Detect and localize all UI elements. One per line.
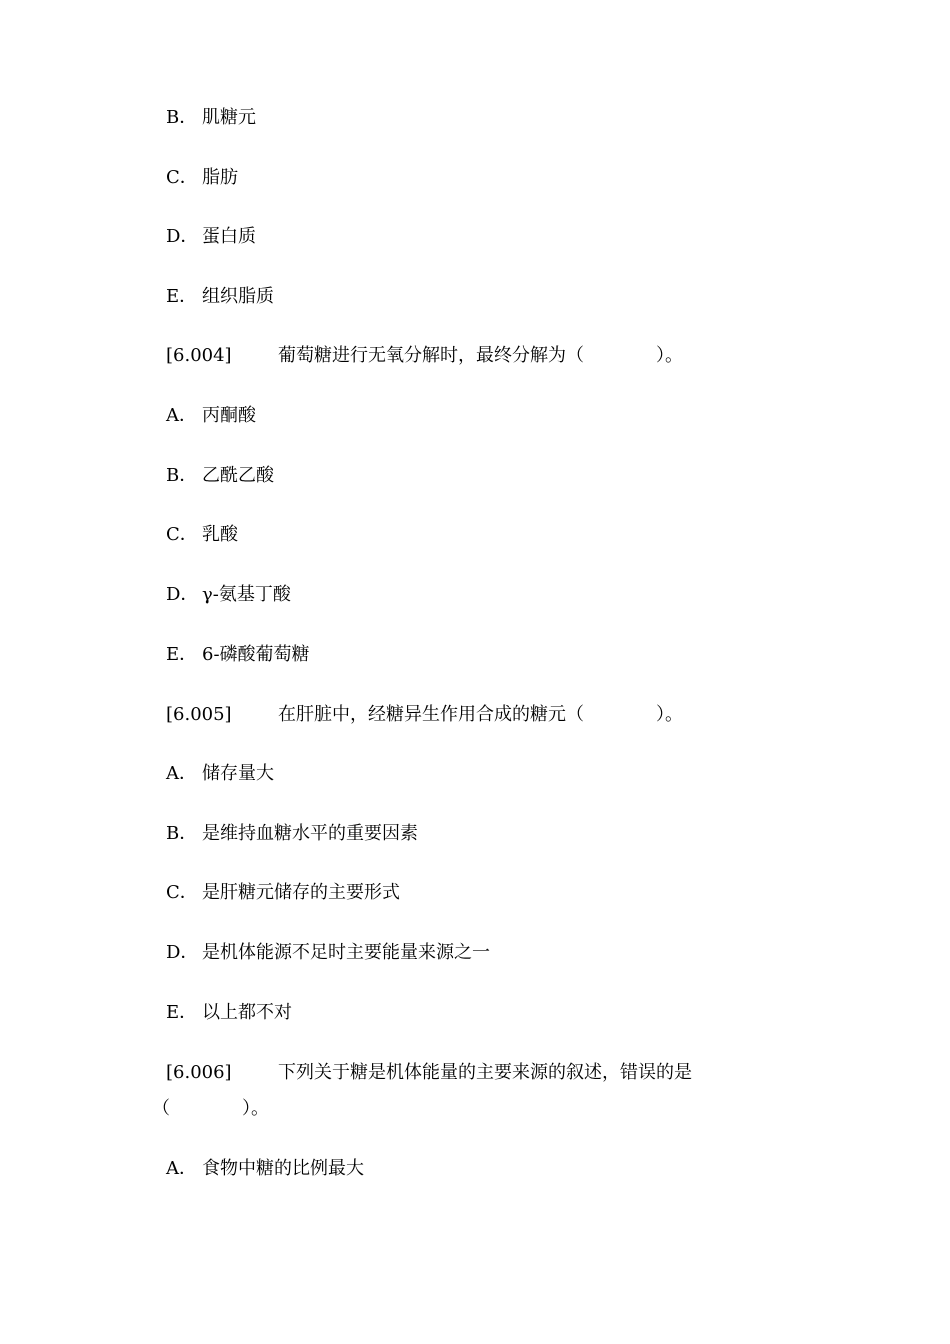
option-d <box>166 583 291 607</box>
option-letter: A． <box>166 763 197 784</box>
option-text: 储存量大 <box>202 763 274 784</box>
option-letter: D． <box>166 226 199 247</box>
option-letter: B． <box>166 107 198 128</box>
option-letter: E． <box>166 1002 198 1023</box>
question-number: [6.006] <box>166 1062 232 1083</box>
option-text: 是肝糖元储存的主要形式 <box>202 882 400 903</box>
option-a <box>166 762 274 786</box>
question-text-continuation: （ ）。 <box>152 1098 269 1119</box>
option-letter: E． <box>166 286 198 307</box>
option-text: 脂肪 <box>202 167 238 188</box>
option-text: 6-磷酸葡萄糖 <box>202 644 310 665</box>
option-text: 蛋白质 <box>202 226 256 247</box>
option-letter: D． <box>166 584 199 605</box>
option-letter: D． <box>166 942 199 963</box>
option-text: 丙酮酸 <box>202 405 256 426</box>
option-b <box>166 464 274 488</box>
option-letter: E． <box>166 644 198 665</box>
option-letter: C． <box>166 167 198 188</box>
option-text: 是维持血糖水平的重要因素 <box>202 823 418 844</box>
question-text: 在肝脏中，经糖异生作用合成的糖元（ ）。 <box>278 704 683 725</box>
option-d <box>166 225 256 249</box>
option-letter: A． <box>166 405 197 426</box>
question-number: [6.005] <box>166 704 232 725</box>
option-text: 乙酰乙酸 <box>202 465 274 486</box>
option-letter: A． <box>166 1158 197 1179</box>
option-letter: C． <box>166 524 198 545</box>
question-6-004 <box>166 344 683 368</box>
option-letter: B． <box>166 465 198 486</box>
option-a <box>166 404 256 428</box>
question-number: [6.004] <box>166 345 232 366</box>
option-b <box>166 106 256 130</box>
option-a <box>166 1157 364 1181</box>
option-text: 组织脂质 <box>202 286 274 307</box>
option-e <box>166 643 310 667</box>
question-6-005 <box>166 703 683 727</box>
option-text: 乳酸 <box>202 524 238 545</box>
option-text: 肌糖元 <box>202 107 256 128</box>
option-c <box>166 523 238 547</box>
option-c <box>166 166 238 190</box>
option-e <box>166 1001 292 1025</box>
question-continuation <box>152 1097 269 1121</box>
question-text: 葡萄糖进行无氧分解时，最终分解为（ ）。 <box>278 345 683 366</box>
option-b <box>166 822 418 846</box>
question-6-006 <box>166 1061 692 1085</box>
option-c <box>166 881 400 905</box>
option-d <box>166 941 490 965</box>
option-text: 是机体能源不足时主要能量来源之一 <box>202 942 490 963</box>
option-text: 以上都不对 <box>202 1002 292 1023</box>
option-text: 食物中糖的比例最大 <box>202 1158 364 1179</box>
question-text: 下列关于糖是机体能量的主要来源的叙述，错误的是 <box>278 1062 692 1083</box>
option-letter: C． <box>166 882 198 903</box>
option-letter: B． <box>166 823 198 844</box>
option-e <box>166 285 274 309</box>
option-text: γ-氨基丁酸 <box>202 584 291 605</box>
